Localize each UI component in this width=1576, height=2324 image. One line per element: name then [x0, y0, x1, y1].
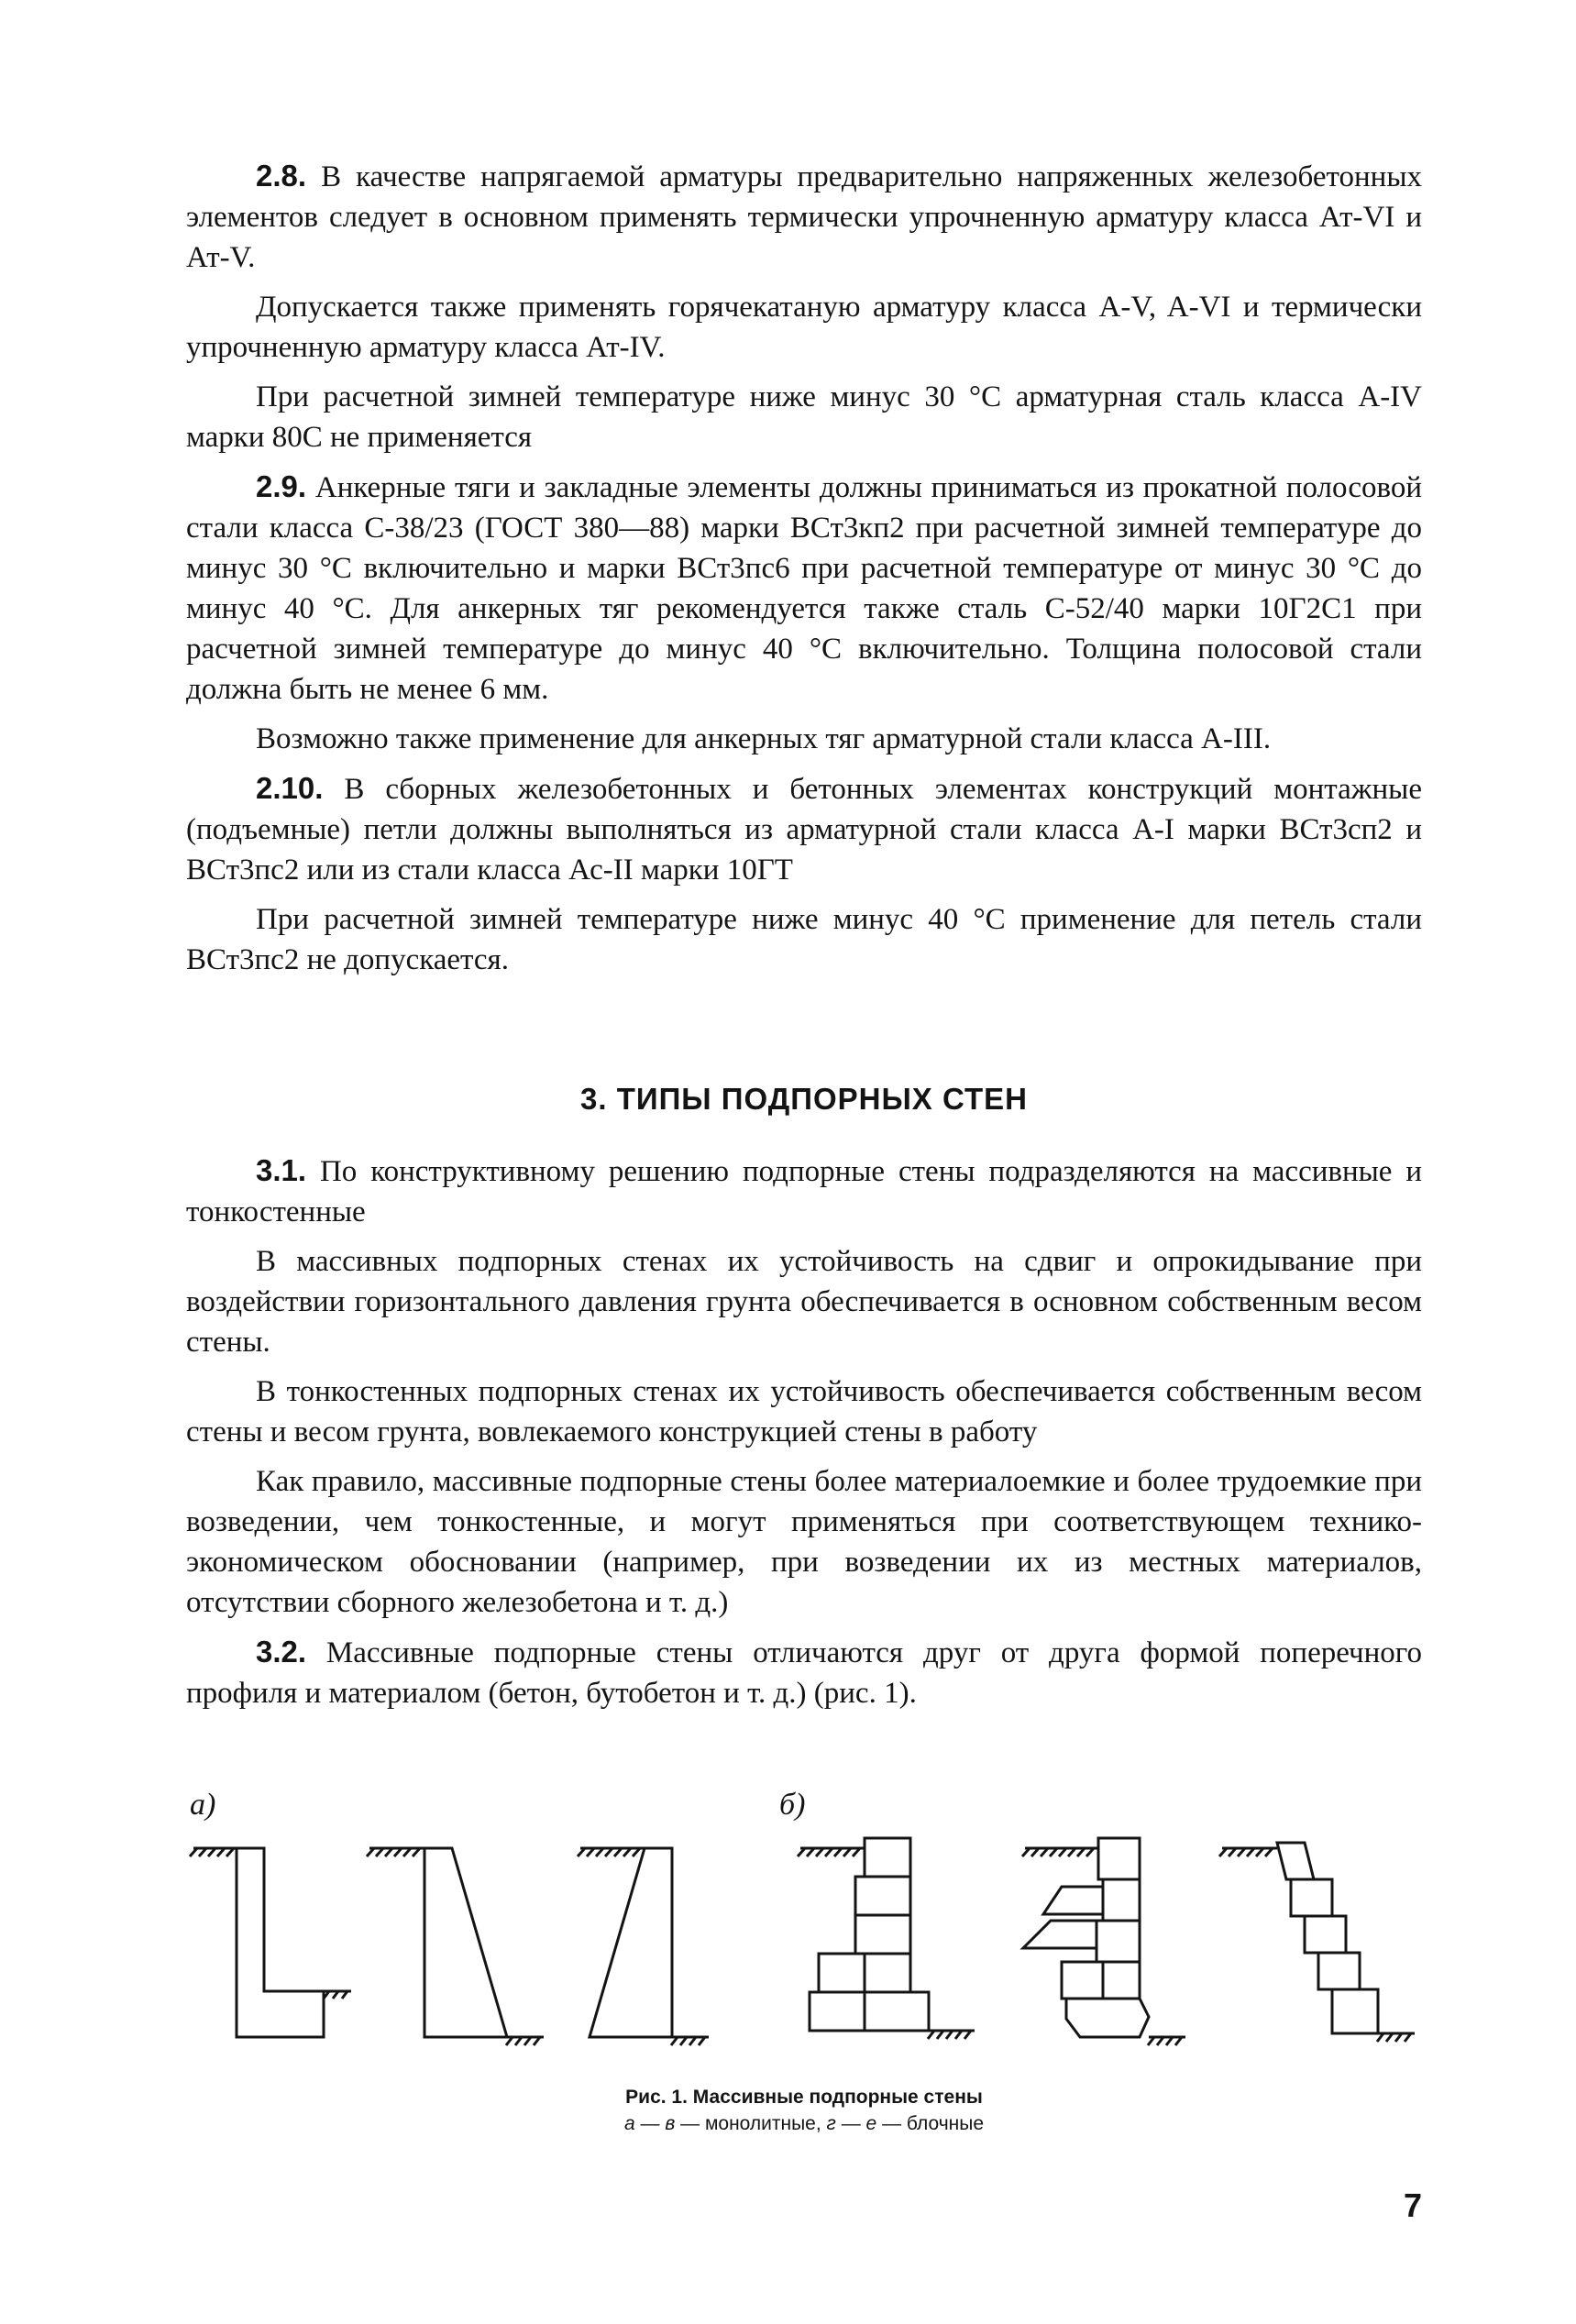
wall-e [1022, 1838, 1185, 2045]
caption-title: Рис. 1. Массивные подпорные стены [625, 2087, 983, 2108]
paragraph [186, 899, 1422, 980]
paragraph-text: Допускается также применять горячекатаную арматуру класса A-V, A-VI и термически упрочненную арматуру класса Ат-IV. [186, 291, 1422, 364]
wall-f [1219, 1843, 1415, 2042]
caption-range-b-text: — блочные [876, 2113, 985, 2134]
paragraph-text: Анкерные тяги и закладные элементы должны приниматься из прокатной полосовой стали класса С-38/23 (ГОСТ 380—88) марки ВСт3кп2 при расчетной зимней температуре до минус 30 °С включительно и марки ВСт3пс6 при расчетной температуре от минус 30 °С до минус 40 °С. Для анкерных тяг рекомендуется также сталь С-52/40 марки 10Г2С1 при расчетной зимней температуре до минус 40 °С включительно. Толщина полосовой стали должна быть не менее 6 мм. [186, 471, 1423, 706]
paragraph-text: Массивные подпорные стены отличаются друг от друга формой поперечного профиля и материалом (бетон, бутобетон и т. д.) (рис. 1). [186, 1636, 1423, 1710]
figure-label-b: б) [779, 1788, 806, 1822]
paragraph-text: В тонкостенных подпорных стенах их устойчивость обеспечивается собственным весом стены и весом грунта, вовлекаемого конструкцией стены в работу [186, 1375, 1422, 1448]
caption-range-a: а — в [623, 2113, 676, 2134]
paragraph-text: В сборных железобетонных и бетонных элементах конструкций монтажные (подъемные) петли должны выполняться из арматурной стали класса A-I марки ВСт3сп2 и ВСт3пс2 или из стали класса Ас-II марки 10ГТ [186, 773, 1422, 887]
paragraph-2-8 [186, 156, 1422, 278]
paragraph [186, 377, 1422, 457]
caption-range-b: г — е [826, 2113, 877, 2134]
paragraph [186, 1461, 1422, 1623]
paragraph-text: По конструктивному решению подпорные стены подразделяются на массивные и тонкостенные [186, 1155, 1423, 1228]
wall-a [190, 1848, 351, 2037]
paragraph [186, 719, 1422, 759]
clause-number: 3.1. [256, 1153, 307, 1187]
paragraph-text: При расчетной зимней температуре ниже минус 30 °С арматурная сталь класса A-IV марки 80С не применяется [186, 380, 1422, 454]
paragraph-2-10 [186, 768, 1422, 890]
clause-number: 2.10. [256, 771, 324, 805]
figure-label-a: а) [190, 1788, 216, 1822]
paragraph [186, 1241, 1422, 1362]
paragraph-text: В массивных подпорных стенах их устойчивость на сдвиг и опрокидывание при воздействии горизонтального давления грунта обеспечивается в основном собственным весом стены. [186, 1245, 1422, 1359]
paragraph-text: При расчетной зимней температуре ниже минус 40 °С применение для петель стали ВСт3пс2 не допускается. [186, 903, 1422, 976]
paragraph-text: Возможно также применение для анкерных тяг арматурной стали класса A-III. [256, 722, 1272, 755]
wall-b [367, 1848, 544, 2045]
caption-range-a-text: — монолитные, [675, 2113, 827, 2134]
wall-d [798, 1838, 975, 2039]
caption-legend [186, 2111, 1422, 2137]
paragraph [186, 287, 1422, 368]
clause-number: 2.8. [256, 159, 307, 193]
figure-caption [186, 2084, 1422, 2137]
clause-number: 2.9. [256, 469, 307, 503]
page-body [186, 156, 1422, 1723]
retaining-walls-drawing [186, 1797, 1422, 2072]
wall-c [578, 1848, 709, 2045]
paragraph-text: Как правило, массивные подпорные стены более материалоемкие и более трудоемкие при возведении, чем тонкостенные, и могут применяться при соответствующем технико-экономическом обосновании (например, при возведении их из местных материалов, отсутствии сборного железобетона и т. д.) [186, 1465, 1422, 1619]
figure-1 [186, 1788, 1422, 2072]
clause-number: 3.2. [256, 1635, 307, 1669]
paragraph-3-1 [186, 1151, 1422, 1232]
page-number: 7 [1403, 2186, 1422, 2224]
paragraph-2-9 [186, 467, 1422, 710]
section-heading: 3. ТИПЫ ПОДПОРНЫХ СТЕН [580, 1082, 1028, 1116]
paragraph [186, 1371, 1422, 1452]
paragraph-3-2 [186, 1632, 1422, 1713]
paragraph-text: В качестве напрягаемой арматуры предварительно напряженных железобетонных элементов следует в основном применять термически упрочненную арматуру класса Ат-VI и Ат-V. [186, 160, 1423, 274]
